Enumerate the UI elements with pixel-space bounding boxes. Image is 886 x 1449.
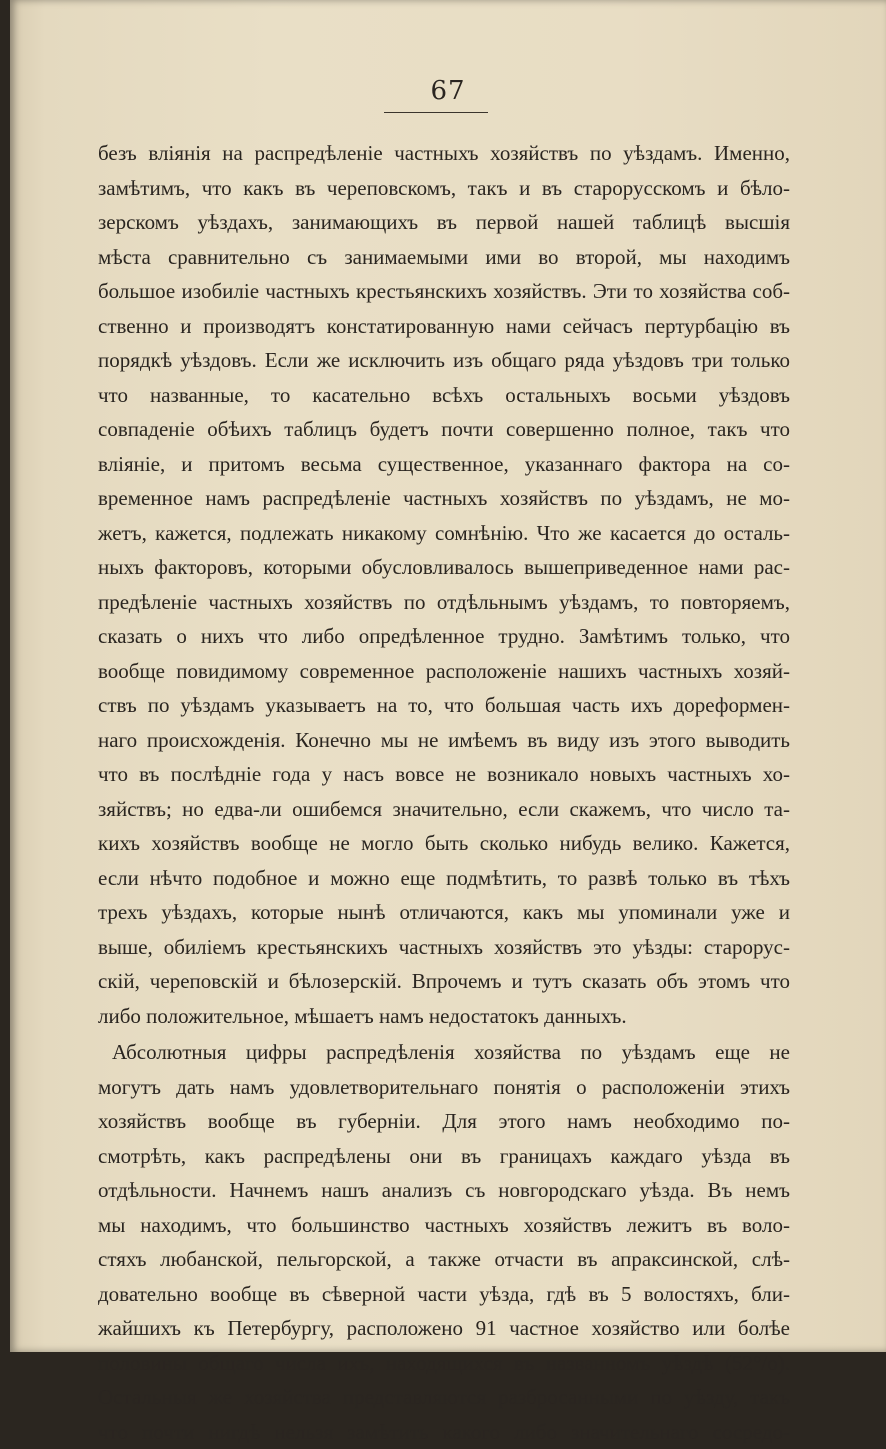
text-line: предѣленіе частныхъ хозяйствъ по отдѣльнымъ уѣздамъ, то повторяемъ, [98, 585, 790, 620]
text-line: выше, обиліемъ крестьянскихъ частныхъ хозяйствъ это уѣзды: старорус- [98, 930, 790, 965]
text-line: вліяніе, и притомъ весьма существенное, указаннаго фактора на со- [98, 447, 790, 482]
text-line: ственно и производятъ констатированную нами сейчасъ пертурбацію въ [98, 309, 790, 344]
text-line: безъ вліянія на распредѣленіе частныхъ хозяйствъ по уѣздамъ. Именно, [98, 136, 790, 171]
text-line: совпаденіе обѣихъ таблицъ будетъ почти совершенно полное, такъ что [98, 412, 790, 447]
text-line: отдѣльности. Начнемъ нашъ анализъ съ новгородскаго уѣзда. Въ немъ [98, 1173, 790, 1208]
text-line: смотрѣть, какъ распредѣлены они въ границахъ каждаго уѣзда въ [98, 1139, 790, 1174]
text-line: стяхъ любанской, пельгорской, а также отчасти въ апраксинской, слѣ- [98, 1242, 790, 1277]
text-line: временное намъ распредѣленіе частныхъ хозяйствъ по уѣздамъ, не мо- [98, 481, 790, 516]
text-line: мѣста сравнительно съ занимаемыми ими во второй, мы находимъ [98, 240, 790, 275]
text-line: порядкѣ уѣздовъ. Если же исключить изъ общаго ряда уѣздовъ три только [98, 343, 790, 378]
text-line: жайшихъ къ Петербургу, расположено 91 частное хозяйство или болѣе [98, 1311, 790, 1346]
page-number: 67 [10, 76, 886, 106]
text-line: ныхъ факторовъ, которыми обусловливалось вышеприведенное нами рас- [98, 550, 790, 585]
text-line: трехъ уѣздахъ, которые нынѣ отличаются, какъ мы упоминали уже и [98, 895, 790, 930]
text-line: кихъ хозяйствъ вообще не могло быть сколько нибудь велико. Кажется, [98, 826, 790, 861]
text-line: жетъ, кажется, подлежать никакому сомнѣнію. Что же касается до осталь- [98, 516, 790, 551]
text-line: большое изобиліе частныхъ крестьянскихъ хозяйствъ. Эти то хозяйства соб- [98, 274, 790, 309]
text-line: зерскомъ уѣздахъ, занимающихъ въ первой нашей таблицѣ высшія [98, 205, 790, 240]
text-line: зяйствъ; но едва-ли ошибемся значительно, если скажемъ, что число та- [98, 792, 790, 827]
text-line: что въ послѣдніе года у насъ вовсе не возникало новыхъ частныхъ хо- [98, 757, 790, 792]
text-line: вообще повидимому современное расположеніе нашихъ частныхъ хозяй- [98, 654, 790, 689]
body-text [98, 136, 790, 1449]
text-line: Абсолютныя цифры распредѣленія хозяйства по уѣздамъ еще не [98, 1035, 790, 1070]
text-line: половины общаго числа ихъ, находящихся въ названномъ уѣздѣ (52°/о). [98, 1346, 790, 1381]
text-line: могутъ дать намъ удовлетворительнаго понятія о расположеніи этихъ [98, 1070, 790, 1105]
text-line: замѣтимъ, что какъ въ череповскомъ, такъ и въ старорусскомъ и бѣло- [98, 171, 790, 206]
text-line: скій, череповскій и бѣлозерскій. Впрочемъ и тутъ сказать объ этомъ что [98, 964, 790, 999]
text-line: что названные, то касательно всѣхъ остальныхъ восьми уѣздовъ [98, 378, 790, 413]
text-line: наго происхожденія. Конечно мы не имѣемъ въ виду изъ этого выводить [98, 723, 790, 758]
text-line: что почти нигдѣ нельзя замѣтить какого либо значительнаго сосредо- [98, 1415, 790, 1449]
text-line: довательно вообще въ сѣверной части уѣзда, гдѣ въ 5 волостяхъ, бли- [98, 1277, 790, 1312]
text-line: ствъ по уѣздамъ указываетъ на то, что большая часть ихъ дореформен- [98, 688, 790, 723]
text-line: Остальныя же хозяйства представляются разбросанными по уѣзду, такъ [98, 1380, 790, 1415]
text-line: либо положительное, мѣшаетъ намъ недостатокъ данныхъ. [98, 999, 790, 1034]
text-line: если нѣчто подобное и можно еще подмѣтить, то развѣ только въ тѣхъ [98, 861, 790, 896]
book-page [10, 0, 886, 1352]
text-line: сказать о нихъ что либо опредѣленное трудно. Замѣтимъ только, что [98, 619, 790, 654]
text-line: хозяйствъ вообще въ губерніи. Для этого намъ необходимо по- [98, 1104, 790, 1139]
text-line: мы находимъ, что большинство частныхъ хозяйствъ лежитъ въ воло- [98, 1208, 790, 1243]
page-number-rule [384, 112, 488, 113]
